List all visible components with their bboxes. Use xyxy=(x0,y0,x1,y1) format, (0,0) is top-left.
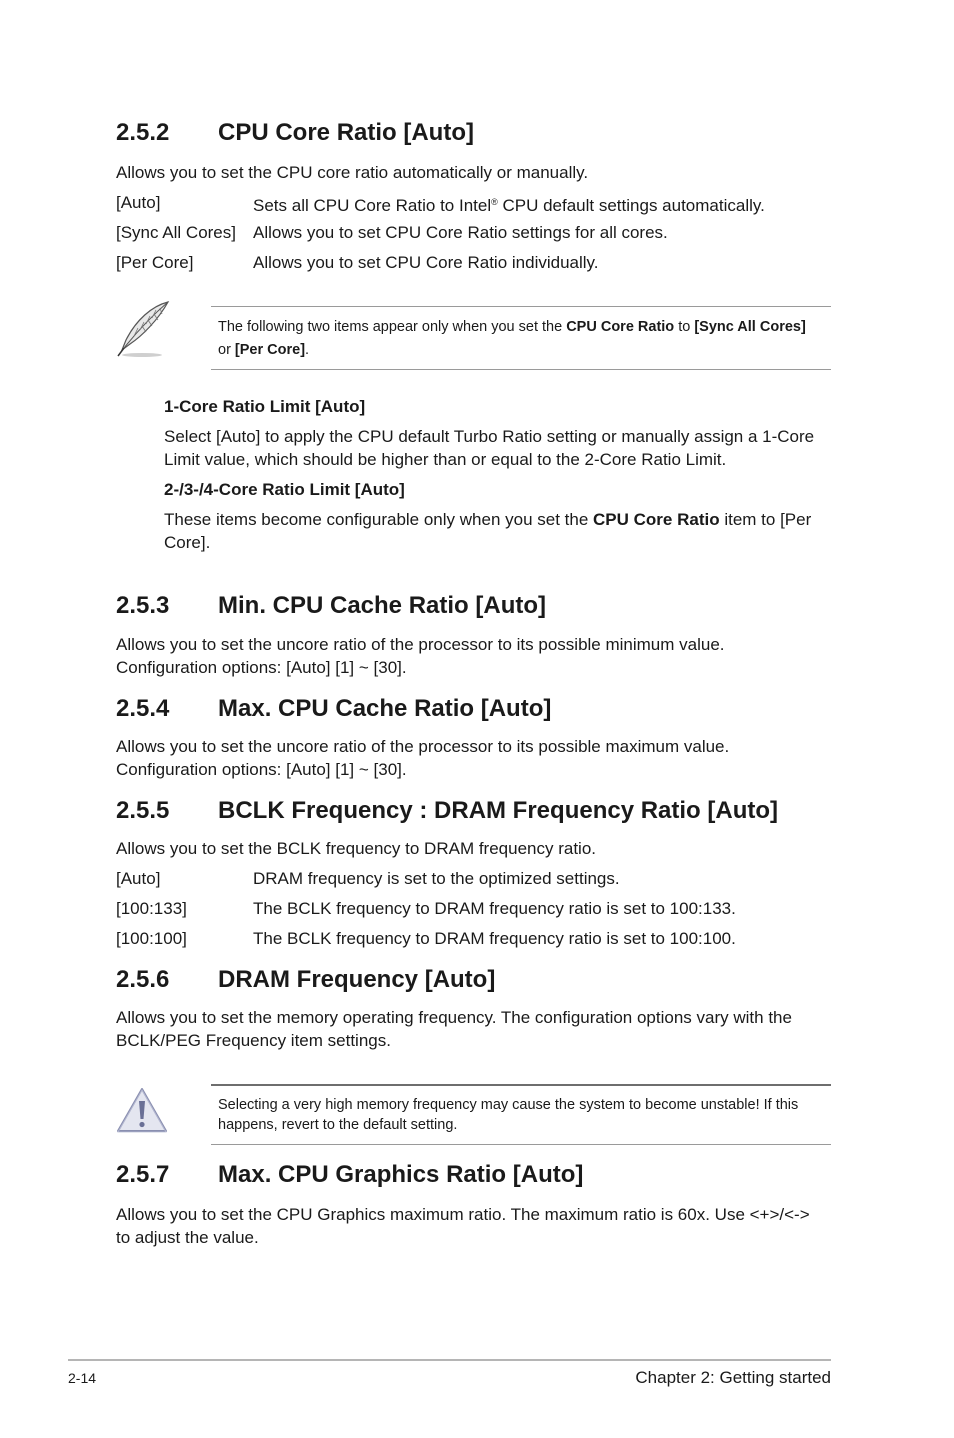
section-body: Allows you to set the uncore ratio of the processor to its possible maximum value. xyxy=(116,737,730,756)
section-heading-2-5-5 xyxy=(116,797,876,827)
option-key: [Sync All Cores] xyxy=(116,223,236,242)
section-number: 2.5.3 xyxy=(116,592,170,619)
subheading-body xyxy=(164,508,832,554)
section-title: Max. CPU Cache Ratio [Auto] xyxy=(218,695,552,722)
note-bold: CPU Core Ratio xyxy=(566,319,675,335)
section-title: Max. CPU Graphics Ratio [Auto] xyxy=(218,1161,584,1188)
section-heading-2-5-2 xyxy=(116,119,876,149)
note-top-rule xyxy=(211,306,831,307)
section-body: Configuration options: [Auto] [1] ~ [30]. xyxy=(116,760,407,779)
subheading: 1-Core Ratio Limit [Auto] xyxy=(164,397,366,416)
note-text-part: The following two items appear only when you set the xyxy=(218,319,567,335)
body-text: These items become configurable only when you set the xyxy=(164,510,594,529)
section-heading-2-5-3 xyxy=(116,592,876,622)
section-body: Allows you to set the CPU Graphics maximum ratio. The maximum ratio is 60x. Use <+>/<-> to adjust the value. xyxy=(116,1205,810,1247)
warning-icon xyxy=(116,1086,168,1134)
pen-note-icon xyxy=(112,300,172,358)
option-desc: The BCLK frequency to DRAM frequency ratio is set to 100:133. xyxy=(253,899,736,918)
option-key: [100:100] xyxy=(116,929,187,948)
section-number: 2.5.4 xyxy=(116,695,170,722)
chapter-label: Chapter 2: Getting started xyxy=(635,1368,831,1387)
section-body: Allows you to set the uncore ratio of the processor to its possible minimum value. xyxy=(116,635,725,654)
section-heading-2-5-4 xyxy=(116,695,876,725)
note-bold: [Sync All Cores] xyxy=(694,319,806,335)
body-text: item to [Per Core]. xyxy=(164,510,812,552)
subheading-body: Select [Auto] to apply the CPU default Turbo Ratio setting or manually assign a 1-Core Limit value, which should be higher than or equal to the 2-Core Ratio Limit. xyxy=(164,427,815,469)
section-intro: Allows you to set the CPU core ratio automatically or manually. xyxy=(116,163,589,182)
section-number: 2.5.7 xyxy=(116,1161,170,1188)
subheading: 2-/3-/4-Core Ratio Limit [Auto] xyxy=(164,480,405,499)
page-number: 2-14 xyxy=(68,1370,97,1386)
option-desc: Allows you to set CPU Core Ratio settings for all cores. xyxy=(253,223,668,242)
option-key: [Auto] xyxy=(116,193,161,212)
option-desc: Allows you to set CPU Core Ratio individually. xyxy=(253,253,599,272)
body-bold: CPU Core Ratio xyxy=(593,510,720,529)
section-title: DRAM Frequency [Auto] xyxy=(218,966,496,993)
note-text-part: to xyxy=(674,319,695,335)
note-text-part: or xyxy=(218,342,235,358)
section-heading-2-5-7 xyxy=(116,1161,876,1191)
note-bold: [Per Core] xyxy=(234,342,306,358)
warning-text: Selecting a very high memory frequency may cause the system to become unstable! If this happens, revert to the default setting. xyxy=(218,1097,799,1133)
option-desc-text: CPU default settings automatically. xyxy=(497,196,765,215)
option-desc-text: Sets all CPU Core Ratio to Intel xyxy=(253,196,492,215)
option-key: [100:133] xyxy=(116,899,187,918)
section-intro: Allows you to set the BCLK frequency to DRAM frequency ratio. xyxy=(116,839,597,858)
section-heading-2-5-6 xyxy=(116,966,876,996)
section-number: 2.5.2 xyxy=(116,119,170,146)
option-key: [Auto] xyxy=(116,869,161,888)
option-key: [Per Core] xyxy=(116,253,194,272)
section-body: Allows you to set the memory operating frequency. The configuration options vary with the BCLK/PEG Frequency item settings. xyxy=(116,1008,792,1050)
section-number: 2.5.6 xyxy=(116,966,170,993)
section-title: Min. CPU Cache Ratio [Auto] xyxy=(218,592,546,619)
option-desc: DRAM frequency is set to the optimized settings. xyxy=(253,869,620,888)
option-desc: The BCLK frequency to DRAM frequency ratio is set to 100:100. xyxy=(253,929,736,948)
section-number: 2.5.5 xyxy=(116,797,170,824)
note-text xyxy=(218,316,818,362)
section-body: Configuration options: [Auto] [1] ~ [30]. xyxy=(116,658,407,677)
registered-mark: ® xyxy=(491,197,498,207)
warning-top-rule xyxy=(211,1084,831,1086)
warning-bottom-rule xyxy=(211,1144,831,1145)
note-bottom-rule xyxy=(211,369,831,370)
section-title: CPU Core Ratio [Auto] xyxy=(218,119,474,146)
footer-rule xyxy=(68,1359,831,1361)
section-title: BCLK Frequency : DRAM Frequency Ratio [Auto] xyxy=(218,797,779,824)
note-text-part: . xyxy=(305,342,310,358)
option-desc xyxy=(253,191,765,217)
